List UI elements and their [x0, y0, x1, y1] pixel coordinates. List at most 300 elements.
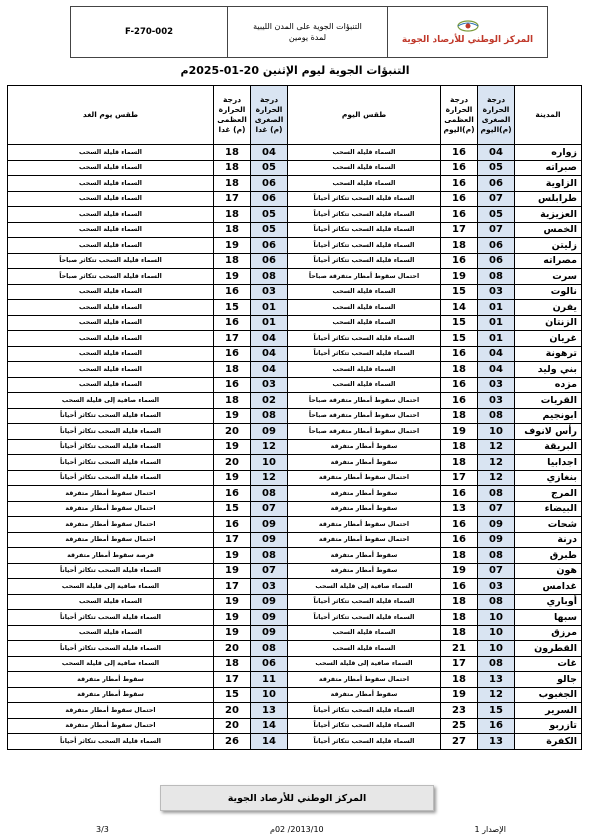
cell-min-tomorrow: 08: [251, 408, 288, 424]
cell-min-today: 10: [478, 625, 515, 641]
col-city: المدينة: [515, 86, 582, 145]
cell-city: زليتن: [515, 238, 582, 254]
cell-weather-tomorrow: السماء صافية إلى قليلة السحب: [8, 579, 214, 595]
cell-max-today: 15: [441, 284, 478, 300]
cell-max-tomorrow: 19: [214, 408, 251, 424]
cell-max-tomorrow: 15: [214, 687, 251, 703]
cell-min-tomorrow: 04: [251, 362, 288, 378]
org-cell: [387, 7, 547, 57]
cell-weather-tomorrow: احتمال سقوط أمطار متفرقة: [8, 486, 214, 502]
cell-max-tomorrow: 18: [214, 253, 251, 269]
cell-weather-tomorrow: السماء قليلة السحب تتكاثر صباحاً: [8, 269, 214, 285]
table-row: [8, 160, 582, 176]
cell-min-today: 01: [478, 315, 515, 331]
cell-min-today: 03: [478, 393, 515, 409]
cell-max-today: 18: [441, 594, 478, 610]
cell-weather-tomorrow: السماء قليلة السحب تتكاثر أحياناً: [8, 641, 214, 657]
cell-max-tomorrow: 16: [214, 284, 251, 300]
cell-weather-tomorrow: السماء قليلة السحب تتكاثر أحياناً: [8, 439, 214, 455]
cell-weather-tomorrow: السماء قليلة السحب تتكاثر أحياناً: [8, 470, 214, 486]
cell-min-tomorrow: 06: [251, 238, 288, 254]
col-weather-tomorrow: طقس يوم الغد: [8, 86, 214, 145]
cell-city: جالو: [515, 672, 582, 688]
table-row: [8, 718, 582, 734]
cell-max-tomorrow: 19: [214, 625, 251, 641]
cell-min-today: 09: [478, 517, 515, 533]
cell-weather-tomorrow: السماء قليلة السحب: [8, 191, 214, 207]
cell-min-today: 04: [478, 346, 515, 362]
table-row: [8, 486, 582, 502]
doc-title-cell: [227, 7, 387, 57]
cell-weather-today: احتمال سقوط أمطار متفرقة صباحاً: [288, 408, 441, 424]
cell-max-tomorrow: 16: [214, 486, 251, 502]
table-row: [8, 470, 582, 486]
cell-max-today: 16: [441, 145, 478, 161]
cell-city: بنغازي: [515, 470, 582, 486]
cell-max-tomorrow: 16: [214, 377, 251, 393]
cell-city: المرج: [515, 486, 582, 502]
forecast-title: التنبؤات الجوية ليوم الإثنين 20-01-2025م: [180, 64, 410, 77]
cell-max-today: 16: [441, 191, 478, 207]
cell-weather-today: احتمال سقوط أمطار متفرقة صباحاً: [288, 269, 441, 285]
cell-max-today: 16: [441, 486, 478, 502]
cell-min-tomorrow: 08: [251, 548, 288, 564]
cell-city: غريان: [515, 331, 582, 347]
cell-weather-today: السماء قليلة السحب تتكاثر أحياناً: [288, 594, 441, 610]
cell-weather-tomorrow: السماء قليلة السحب: [8, 625, 214, 641]
cell-max-tomorrow: 20: [214, 718, 251, 734]
cell-weather-today: السماء قليلة السحب: [288, 641, 441, 657]
cell-weather-today: السماء قليلة السحب: [288, 145, 441, 161]
cell-city: غات: [515, 656, 582, 672]
cell-max-today: 13: [441, 501, 478, 517]
cell-min-tomorrow: 06: [251, 656, 288, 672]
cell-min-tomorrow: 09: [251, 594, 288, 610]
cell-weather-tomorrow: السماء قليلة السحب: [8, 346, 214, 362]
cell-city: السرير: [515, 703, 582, 719]
col-max-today: درجة الحرارة العظمى (م)اليوم: [441, 86, 478, 145]
cell-max-today: 16: [441, 393, 478, 409]
cell-max-tomorrow: 18: [214, 222, 251, 238]
cell-max-today: 15: [441, 315, 478, 331]
cell-min-tomorrow: 03: [251, 284, 288, 300]
cell-max-tomorrow: 26: [214, 734, 251, 750]
cell-min-today: 12: [478, 687, 515, 703]
cell-min-tomorrow: 03: [251, 377, 288, 393]
cell-min-tomorrow: 10: [251, 455, 288, 471]
cell-weather-tomorrow: السماء قليلة السحب تتكاثر أحياناً: [8, 563, 214, 579]
logo-icon: [452, 19, 484, 33]
cell-min-today: 03: [478, 284, 515, 300]
cell-min-tomorrow: 09: [251, 532, 288, 548]
table-row: [8, 331, 582, 347]
cell-weather-today: احتمال سقوط أمطار متفرقة صباحاً: [288, 424, 441, 440]
cell-min-today: 09: [478, 532, 515, 548]
cell-min-today: 04: [478, 362, 515, 378]
cell-min-tomorrow: 03: [251, 579, 288, 595]
cell-weather-tomorrow: السماء قليلة السحب: [8, 145, 214, 161]
cell-weather-today: السماء قليلة السحب: [288, 377, 441, 393]
cell-max-today: 18: [441, 548, 478, 564]
cell-min-tomorrow: 05: [251, 160, 288, 176]
cell-min-today: 08: [478, 408, 515, 424]
cell-weather-today: السماء قليلة السحب: [288, 284, 441, 300]
cell-min-today: 12: [478, 439, 515, 455]
cell-weather-today: السماء قليلة السحب: [288, 625, 441, 641]
cell-min-tomorrow: 05: [251, 222, 288, 238]
cell-max-tomorrow: 16: [214, 315, 251, 331]
cell-weather-today: السماء قليلة السحب تتكاثر أحياناً: [288, 207, 441, 223]
cell-weather-today: سقوط أمطار متفرقة: [288, 501, 441, 517]
table-row: [8, 346, 582, 362]
cell-city: مصراته: [515, 253, 582, 269]
cell-max-tomorrow: 18: [214, 207, 251, 223]
table-row: [8, 532, 582, 548]
cell-weather-tomorrow: السماء قليلة السحب تتكاثر أحياناً: [8, 408, 214, 424]
cell-min-today: 05: [478, 207, 515, 223]
cell-weather-today: السماء قليلة السحب تتكاثر أحياناً: [288, 191, 441, 207]
cell-max-today: 16: [441, 160, 478, 176]
table-row: [8, 610, 582, 626]
cell-max-today: 18: [441, 439, 478, 455]
cell-max-today: 23: [441, 703, 478, 719]
cell-weather-tomorrow: السماء قليلة السحب: [8, 176, 214, 192]
cell-city: الزنتان: [515, 315, 582, 331]
forecast-table: [7, 85, 582, 750]
cell-weather-tomorrow: السماء قليلة السحب تتكاثر أحياناً: [8, 734, 214, 750]
cell-min-tomorrow: 06: [251, 176, 288, 192]
cell-weather-today: احتمال سقوط أمطار متفرقة صباحاً: [288, 393, 441, 409]
cell-city: زواره: [515, 145, 582, 161]
cell-city: تازربو: [515, 718, 582, 734]
table-row: [8, 269, 582, 285]
table-row: [8, 734, 582, 750]
cell-max-today: 17: [441, 222, 478, 238]
cell-weather-today: السماء قليلة السحب تتكاثر أحياناً: [288, 238, 441, 254]
edition-label: الإصدار 1: [474, 825, 506, 834]
cell-min-today: 08: [478, 269, 515, 285]
cell-min-tomorrow: 06: [251, 253, 288, 269]
cell-max-today: 19: [441, 424, 478, 440]
cell-min-tomorrow: 10: [251, 687, 288, 703]
cell-weather-tomorrow: السماء قليلة السحب: [8, 284, 214, 300]
cell-min-today: 01: [478, 300, 515, 316]
cell-city: سرت: [515, 269, 582, 285]
table-row: [8, 672, 582, 688]
cell-weather-tomorrow: فرصة سقوط أمطار متفرقة: [8, 548, 214, 564]
cell-city: القريات: [515, 393, 582, 409]
cell-weather-tomorrow: احتمال سقوط أمطار متفرقة: [8, 718, 214, 734]
cell-min-tomorrow: 07: [251, 501, 288, 517]
cell-min-tomorrow: 12: [251, 470, 288, 486]
cell-min-today: 10: [478, 424, 515, 440]
cell-weather-today: السماء صافية إلى قليلة السحب: [288, 579, 441, 595]
cell-weather-tomorrow: السماء قليلة السحب: [8, 377, 214, 393]
cell-weather-today: السماء قليلة السحب تتكاثر أحياناً: [288, 703, 441, 719]
table-row: [8, 408, 582, 424]
cell-weather-today: سقوط أمطار متفرقة: [288, 455, 441, 471]
cell-weather-today: السماء قليلة السحب: [288, 176, 441, 192]
cell-city: ابونجيم: [515, 408, 582, 424]
table-row: [8, 424, 582, 440]
cell-city: مزده: [515, 377, 582, 393]
cell-weather-today: احتمال سقوط أمطار متفرقة: [288, 517, 441, 533]
cell-max-today: 16: [441, 532, 478, 548]
cell-max-today: 16: [441, 176, 478, 192]
table-row: [8, 207, 582, 223]
table-row: [8, 455, 582, 471]
cell-max-today: 19: [441, 563, 478, 579]
cell-city: الزاوية: [515, 176, 582, 192]
cell-min-today: 08: [478, 594, 515, 610]
cell-weather-today: السماء قليلة السحب: [288, 300, 441, 316]
table-row: [8, 594, 582, 610]
cell-min-tomorrow: 06: [251, 191, 288, 207]
cell-min-today: 13: [478, 734, 515, 750]
cell-max-today: 27: [441, 734, 478, 750]
cell-weather-today: السماء قليلة السحب: [288, 362, 441, 378]
doc-code-cell: [71, 7, 227, 57]
cell-max-tomorrow: 17: [214, 579, 251, 595]
table-row: [8, 656, 582, 672]
cell-min-tomorrow: 14: [251, 718, 288, 734]
doc-title-line2: لمدة يومين: [288, 33, 327, 42]
cell-min-tomorrow: 09: [251, 610, 288, 626]
cell-weather-tomorrow: السماء صافية إلى قليلة السحب: [8, 656, 214, 672]
cell-city: القطرون: [515, 641, 582, 657]
cell-city: الخمس: [515, 222, 582, 238]
cell-max-tomorrow: 19: [214, 610, 251, 626]
cell-max-tomorrow: 19: [214, 269, 251, 285]
cell-weather-today: احتمال سقوط أمطار متفرقة: [288, 672, 441, 688]
cell-max-tomorrow: 16: [214, 346, 251, 362]
cell-weather-today: سقوط أمطار متفرقة: [288, 486, 441, 502]
cell-weather-tomorrow: السماء قليلة السحب: [8, 238, 214, 254]
footer-org-box: المركز الوطني للأرصاد الجوية: [160, 785, 434, 811]
cell-city: يفرن: [515, 300, 582, 316]
cell-min-today: 07: [478, 563, 515, 579]
cell-min-today: 08: [478, 486, 515, 502]
cell-max-today: 25: [441, 718, 478, 734]
doc-code: F-270-002: [124, 27, 174, 37]
cell-min-today: 10: [478, 641, 515, 657]
cell-min-tomorrow: 01: [251, 300, 288, 316]
cell-max-tomorrow: 20: [214, 424, 251, 440]
issue-date: 2013/10/ 02م: [270, 825, 324, 834]
cell-weather-tomorrow: السماء قليلة السحب: [8, 362, 214, 378]
cell-weather-tomorrow: السماء قليلة السحب تتكاثر أحياناً: [8, 424, 214, 440]
cell-max-today: 16: [441, 579, 478, 595]
cell-min-today: 16: [478, 718, 515, 734]
cell-min-today: 05: [478, 160, 515, 176]
cell-min-today: 07: [478, 191, 515, 207]
cell-weather-tomorrow: السماء قليلة السحب: [8, 160, 214, 176]
cell-weather-today: السماء قليلة السحب تتكاثر أحياناً: [288, 222, 441, 238]
cell-city: أوباري: [515, 594, 582, 610]
cell-min-today: 01: [478, 331, 515, 347]
cell-max-today: 17: [441, 656, 478, 672]
document-header: [70, 6, 548, 58]
cell-max-today: 18: [441, 672, 478, 688]
col-min-today: درجة الحرارة الصغرى (م)اليوم: [478, 86, 515, 145]
cell-max-tomorrow: 19: [214, 548, 251, 564]
page-number: 3/3: [96, 825, 109, 834]
cell-min-tomorrow: 08: [251, 269, 288, 285]
cell-weather-today: السماء قليلة السحب: [288, 160, 441, 176]
cell-max-today: 18: [441, 455, 478, 471]
cell-weather-today: السماء قليلة السحب تتكاثر أحياناً: [288, 331, 441, 347]
table-row: [8, 145, 582, 161]
table-row: [8, 238, 582, 254]
cell-max-today: 15: [441, 331, 478, 347]
table-row: [8, 703, 582, 719]
cell-min-today: 06: [478, 238, 515, 254]
cell-weather-today: السماء قليلة السحب: [288, 315, 441, 331]
table-row: [8, 362, 582, 378]
cell-weather-today: السماء قليلة السحب تتكاثر أحياناً: [288, 253, 441, 269]
table-row: [8, 563, 582, 579]
table-row: [8, 548, 582, 564]
col-weather-today: طقس اليوم: [288, 86, 441, 145]
cell-weather-tomorrow: السماء قليلة السحب: [8, 315, 214, 331]
cell-weather-tomorrow: السماء قليلة السحب تتكاثر أحياناً: [8, 610, 214, 626]
table-row: [8, 439, 582, 455]
cell-max-tomorrow: 16: [214, 517, 251, 533]
cell-min-tomorrow: 04: [251, 331, 288, 347]
cell-city: الجغبوب: [515, 687, 582, 703]
cell-city: طرابلس: [515, 191, 582, 207]
cell-weather-today: احتمال سقوط أمطار متفرقة: [288, 470, 441, 486]
cell-min-today: 08: [478, 548, 515, 564]
cell-max-tomorrow: 18: [214, 656, 251, 672]
cell-max-today: 16: [441, 253, 478, 269]
table-row: [8, 176, 582, 192]
cell-min-tomorrow: 01: [251, 315, 288, 331]
cell-max-today: 16: [441, 346, 478, 362]
doc-title-line1: التنبؤات الجوية على المدن الليبية: [253, 22, 362, 31]
cell-min-today: 07: [478, 222, 515, 238]
cell-min-tomorrow: 12: [251, 439, 288, 455]
cell-max-tomorrow: 20: [214, 641, 251, 657]
cell-min-tomorrow: 08: [251, 641, 288, 657]
cell-min-tomorrow: 05: [251, 207, 288, 223]
col-min-tomorrow: درجة الحرارة الصغرى (م) غدا: [251, 86, 288, 145]
cell-max-tomorrow: 15: [214, 501, 251, 517]
cell-max-today: 16: [441, 377, 478, 393]
cell-city: العزيزية: [515, 207, 582, 223]
table-row: [8, 222, 582, 238]
cell-weather-tomorrow: السماء قليلة السحب تتكاثر أحياناً: [8, 455, 214, 471]
cell-max-tomorrow: 18: [214, 145, 251, 161]
cell-weather-today: السماء قليلة السحب تتكاثر أحياناً: [288, 734, 441, 750]
cell-weather-tomorrow: السماء قليلة السحب: [8, 594, 214, 610]
cell-max-tomorrow: 19: [214, 594, 251, 610]
cell-city: سبها: [515, 610, 582, 626]
cell-min-tomorrow: 02: [251, 393, 288, 409]
cell-max-tomorrow: 18: [214, 160, 251, 176]
org-name: المركز الوطني للأرصاد الجوية: [401, 35, 534, 45]
cell-max-tomorrow: 19: [214, 238, 251, 254]
cell-max-today: 18: [441, 238, 478, 254]
cell-max-today: 16: [441, 517, 478, 533]
table-row: [8, 300, 582, 316]
cell-weather-tomorrow: السماء قليلة السحب تتكاثر صباحاً: [8, 253, 214, 269]
cell-city: ترهونة: [515, 346, 582, 362]
cell-max-today: 18: [441, 362, 478, 378]
cell-city: غدامس: [515, 579, 582, 595]
cell-weather-tomorrow: السماء صافية إلى قليلة السحب: [8, 393, 214, 409]
cell-min-tomorrow: 13: [251, 703, 288, 719]
cell-city: درنة: [515, 532, 582, 548]
cell-weather-today: سقوط أمطار متفرقة: [288, 687, 441, 703]
cell-weather-today: السماء قليلة السحب تتكاثر أحياناً: [288, 346, 441, 362]
cell-weather-tomorrow: احتمال سقوط أمطار متفرقة: [8, 532, 214, 548]
cell-city: بني وليد: [515, 362, 582, 378]
table-row: [8, 579, 582, 595]
table-row: [8, 517, 582, 533]
table-row: [8, 284, 582, 300]
cell-max-tomorrow: 18: [214, 176, 251, 192]
cell-city: رأس لانوف: [515, 424, 582, 440]
cell-city: طبرق: [515, 548, 582, 564]
cell-max-tomorrow: 19: [214, 470, 251, 486]
cell-max-tomorrow: 20: [214, 703, 251, 719]
cell-city: البريقة: [515, 439, 582, 455]
cell-weather-tomorrow: سقوط أمطار متفرقة: [8, 672, 214, 688]
cell-min-today: 03: [478, 377, 515, 393]
cell-weather-tomorrow: السماء قليلة السحب: [8, 331, 214, 347]
cell-max-today: 19: [441, 687, 478, 703]
cell-weather-tomorrow: احتمال سقوط أمطار متفرقة: [8, 703, 214, 719]
cell-max-today: 17: [441, 470, 478, 486]
cell-max-today: 18: [441, 408, 478, 424]
cell-min-today: 03: [478, 579, 515, 595]
cell-min-tomorrow: 07: [251, 563, 288, 579]
cell-weather-tomorrow: السماء قليلة السحب: [8, 207, 214, 223]
cell-max-tomorrow: 19: [214, 563, 251, 579]
cell-city: صبراته: [515, 160, 582, 176]
cell-max-tomorrow: 17: [214, 672, 251, 688]
cell-weather-tomorrow: احتمال سقوط أمطار متفرقة: [8, 517, 214, 533]
cell-city: البيضاء: [515, 501, 582, 517]
cell-city: مرزق: [515, 625, 582, 641]
cell-max-today: 18: [441, 610, 478, 626]
cell-max-tomorrow: 17: [214, 532, 251, 548]
cell-weather-today: سقوط أمطار متفرقة: [288, 563, 441, 579]
col-max-tomorrow: درجة الحرارة العظمى (م) غدا: [214, 86, 251, 145]
table-row: [8, 253, 582, 269]
cell-weather-today: احتمال سقوط أمطار متفرقة: [288, 532, 441, 548]
cell-max-today: 16: [441, 207, 478, 223]
table-row: [8, 393, 582, 409]
cell-max-tomorrow: 17: [214, 331, 251, 347]
table-row: [8, 191, 582, 207]
table-row: [8, 315, 582, 331]
cell-weather-tomorrow: سقوط أمطار متفرقة: [8, 687, 214, 703]
cell-city: اجدابيا: [515, 455, 582, 471]
cell-city: هون: [515, 563, 582, 579]
table-row: [8, 501, 582, 517]
cell-min-tomorrow: 09: [251, 424, 288, 440]
cell-min-today: 07: [478, 501, 515, 517]
cell-weather-today: السماء قليلة السحب تتكاثر أحياناً: [288, 718, 441, 734]
cell-max-tomorrow: 18: [214, 362, 251, 378]
cell-max-today: 21: [441, 641, 478, 657]
cell-max-tomorrow: 19: [214, 439, 251, 455]
cell-city: شحات: [515, 517, 582, 533]
cell-min-today: 06: [478, 176, 515, 192]
cell-weather-tomorrow: احتمال سقوط أمطار متفرقة: [8, 501, 214, 517]
